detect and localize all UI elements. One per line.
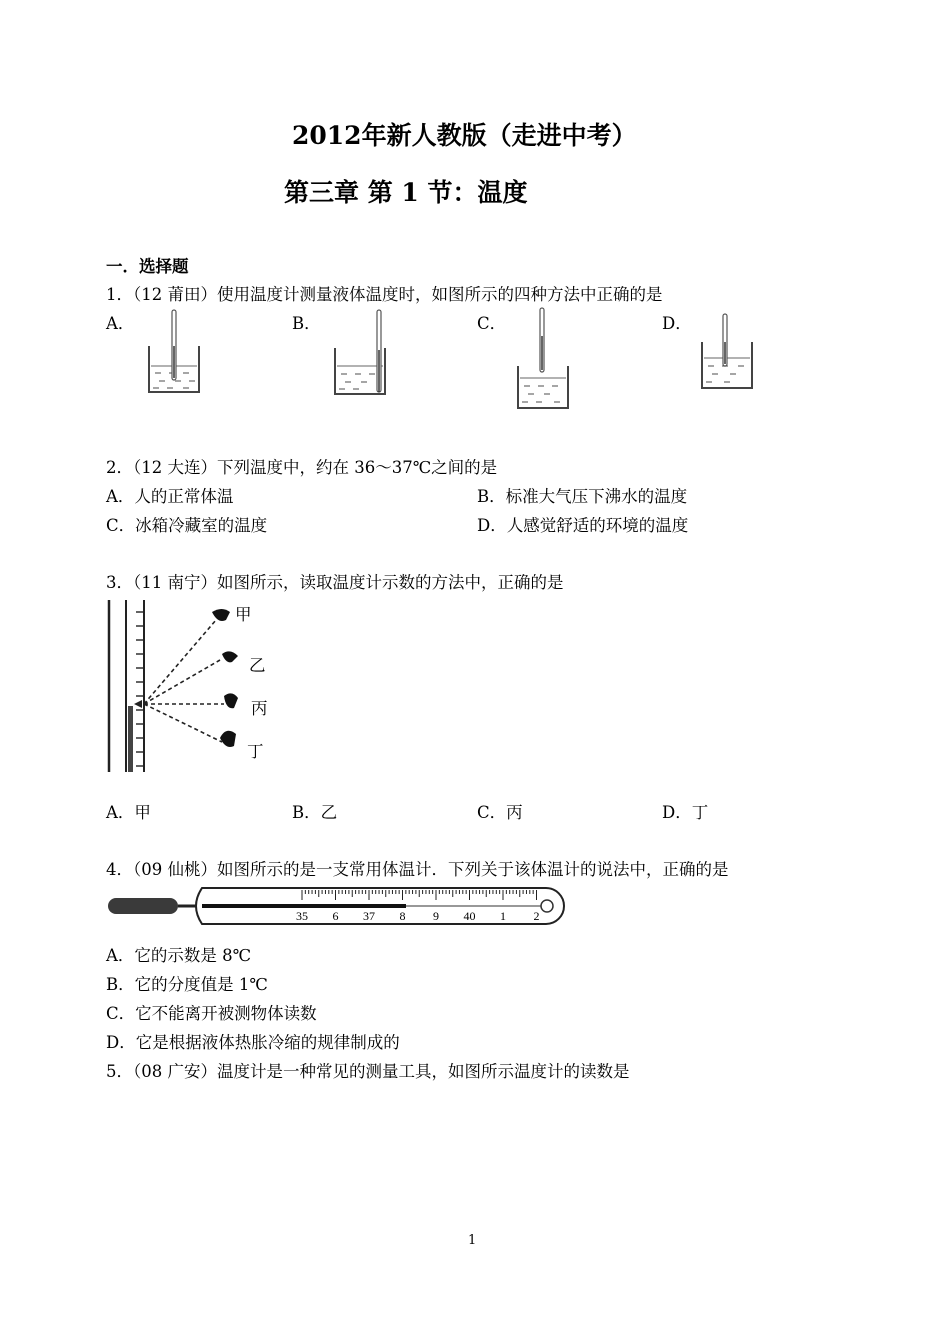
q1-figure-b <box>331 306 391 401</box>
q1-option-c: C． <box>477 314 507 333</box>
q4-option-b: B．它的分度值是 1℃ <box>106 975 268 994</box>
scale-label: 8 <box>399 909 406 923</box>
q1-option-d: D． <box>662 314 692 333</box>
q3-option-c: C．丙 <box>477 803 523 822</box>
q4-option-a: A．它的示数是 8℃ <box>106 946 252 965</box>
chapter-subtitle: 第三章 第 1 节：温度 <box>284 178 528 207</box>
section-heading: 一．选择题 <box>106 257 189 276</box>
q3-option-b: B．乙 <box>292 803 338 822</box>
q1-figure-a <box>145 306 205 396</box>
q4-figure-clinical-thermometer <box>106 884 566 928</box>
q1-option-a: A． <box>106 314 135 333</box>
scale-label: 40 <box>463 909 476 923</box>
scale-label: 35 <box>296 909 308 923</box>
scale-label: 6 <box>332 909 339 923</box>
scale-label: 2 <box>533 909 540 923</box>
q2-option-d: D．人感觉舒适的环境的温度 <box>477 516 689 535</box>
page-number: 1 <box>468 1233 477 1248</box>
question-5-stem: 5．（08 广安）温度计是一种常见的测量工具，如图所示温度计的读数是 <box>106 1062 630 1081</box>
q3-label-ding: 丁 <box>247 742 264 761</box>
q2-option-b: B．标准大气压下沸水的温度 <box>477 487 688 506</box>
q3-option-a: A．甲 <box>106 803 151 822</box>
q1-figure-c <box>514 306 574 412</box>
q2-option-c: C．冰箱冷藏室的温度 <box>106 516 268 535</box>
document-title: 2012年新人教版（走进中考） <box>292 121 637 150</box>
q1-option-b: B． <box>292 314 321 333</box>
question-3-stem: 3．（11 南宁）如图所示，读取温度计示数的方法中，正确的是 <box>106 573 564 592</box>
q2-option-a: A．人的正常体温 <box>106 487 234 506</box>
question-4-stem: 4．（09 仙桃）如图所示的是一支常用体温计．下列关于该体温计的说法中，正确的是 <box>106 860 729 879</box>
q4-option-d: D．它是根据液体热胀冷缩的规律制成的 <box>106 1033 400 1052</box>
q3-option-d: D．丁 <box>662 803 709 822</box>
question-1-stem: 1．（12 莆田）使用温度计测量液体温度时，如图所示的四种方法中正确的是 <box>106 285 663 304</box>
q1-figure-d <box>698 312 758 394</box>
scale-label: 37 <box>363 909 375 923</box>
q3-label-bing: 丙 <box>251 699 268 718</box>
q4-option-c: C．它不能离开被测物体读数 <box>106 1004 317 1023</box>
scale-label: 1 <box>500 909 506 923</box>
scale-label: 9 <box>433 909 439 923</box>
question-2-stem: 2．（12 大连）下列温度中，约在 36～37℃之间的是 <box>106 458 498 477</box>
q3-label-jia: 甲 <box>235 605 252 624</box>
q3-label-yi: 乙 <box>249 656 266 675</box>
